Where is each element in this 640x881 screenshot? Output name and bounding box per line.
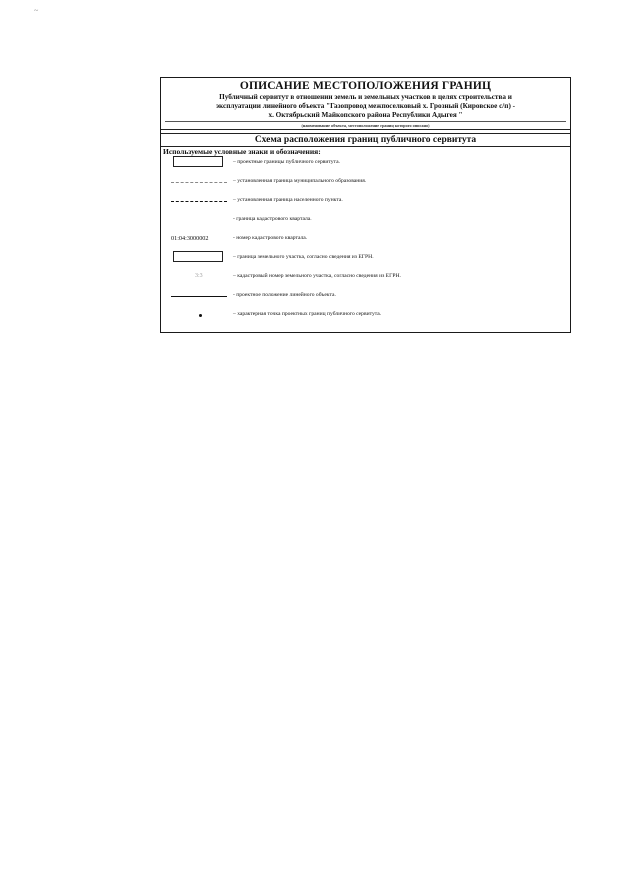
legend-item-easement-boundary bbox=[161, 156, 570, 170]
legend-item-label: – установленная граница населенного пункта. bbox=[233, 197, 343, 203]
document-header bbox=[161, 78, 570, 130]
legend-item-label: – граница земельного участка, согласно сведения из ЕГРН. bbox=[233, 254, 374, 260]
easement-boundary-symbol bbox=[171, 156, 227, 170]
legend-item-land-plot-boundary bbox=[161, 251, 570, 265]
legend-item-quarter-number bbox=[161, 232, 570, 246]
linear-object-symbol bbox=[171, 289, 227, 303]
legend-item-label: – проектные границы публичного сервитута. bbox=[233, 159, 340, 165]
legend-item-boundary-point bbox=[161, 308, 570, 322]
quarter-boundary-symbol bbox=[171, 213, 227, 227]
legend-item-label: - граница кадастрового квартала. bbox=[233, 216, 312, 222]
legend-item-settlement-boundary bbox=[161, 194, 570, 208]
boundary-point-symbol bbox=[171, 308, 227, 322]
legend-item-label: – кадастровый номер земельного участка, согласно сведения из ЕГРН. bbox=[233, 273, 401, 279]
corner-mark: ~ bbox=[34, 6, 39, 15]
page-title: ОПИСАНИЕ МЕСТОПОЛОЖЕНИЯ ГРАНИЦ bbox=[239, 80, 492, 92]
quarter-number-sample: 01:04:3000002 bbox=[171, 235, 209, 242]
legend bbox=[161, 156, 570, 326]
cadastral-number-sample: 3:3 bbox=[195, 273, 203, 279]
legend-item-quarter-boundary bbox=[161, 213, 570, 227]
scheme-title: Схема расположения границ публичного сервитута bbox=[161, 134, 570, 147]
legend-item-label: – характерная точка проектных границ публичного сервитута. bbox=[233, 311, 382, 317]
subtitle-line-3: х. Октябрьский Майкопского района Республики Адыгея " bbox=[268, 111, 463, 119]
legend-item-linear-object bbox=[161, 289, 570, 303]
legend-item-label: - проектное положение линейного объекта. bbox=[233, 292, 336, 298]
municipal-boundary-symbol bbox=[171, 175, 227, 189]
legend-item-cadastral-number bbox=[161, 270, 570, 284]
legend-item-label: - номер кадастрового квартала. bbox=[233, 235, 308, 241]
legend-heading: Используемые условные знаки и обозначения: bbox=[163, 147, 321, 156]
subtitle-line-2: эксплуатации линейного объекта "Газопровод межпоселковый х. Грозный (Кировское с/п) - bbox=[215, 102, 516, 110]
header-caption: (наименование объекта, местоположение границ которого описано) bbox=[165, 121, 566, 128]
legend-item-municipal-boundary bbox=[161, 175, 570, 189]
document-frame bbox=[160, 77, 571, 333]
cadastral-number-symbol bbox=[171, 270, 227, 284]
legend-item-label: – установленная граница муниципального образования. bbox=[233, 178, 367, 184]
quarter-number-symbol bbox=[171, 232, 227, 246]
land-plot-boundary-symbol bbox=[171, 251, 227, 265]
settlement-boundary-symbol bbox=[171, 194, 227, 208]
subtitle-line-1: Публичный сервитут в отношении земель и земельных участков в целях строительства и bbox=[219, 93, 512, 101]
